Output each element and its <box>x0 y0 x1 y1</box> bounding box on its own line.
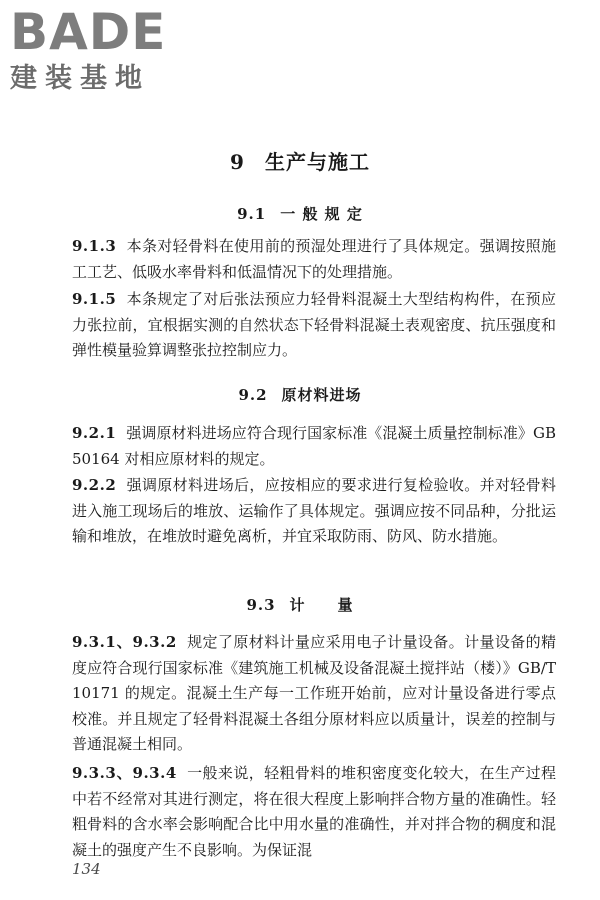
chapter-number: 9 <box>230 150 245 174</box>
clause-number: 9.1.5 <box>72 290 117 308</box>
clause-paragraph <box>72 287 556 364</box>
section-number: 9.1 <box>237 205 267 223</box>
clause-number: 9.1.3 <box>72 237 117 255</box>
section-title: 计 量 <box>289 596 354 614</box>
clause-paragraph <box>72 234 556 285</box>
clause-paragraph <box>72 421 556 472</box>
clause-number: 9.3.1、9.3.2 <box>72 633 177 651</box>
chapter-heading <box>0 146 600 175</box>
section-title: 原材料进场 <box>281 386 362 404</box>
clause-number: 9.3.3、9.3.4 <box>72 764 177 782</box>
bade-logo <box>10 3 167 94</box>
clause-text: 本条对轻骨料在使用前的预湿处理进行了具体规定。强调按照施工工艺、低吸水率骨料和低温情况下的处理措施。 <box>72 237 556 281</box>
clause-text: 本条规定了对后张法预应力轻骨料混凝土大型结构构件，在预应力张拉前，宜根据实测的自然状态下轻骨料混凝土表观密度、抗压强度和弹性模量验算调整张拉控制应力。 <box>72 290 556 359</box>
clause-number: 9.2.2 <box>72 476 117 494</box>
section-number: 9.3 <box>246 596 276 614</box>
clause-paragraph <box>72 630 556 758</box>
section-number: 9.2 <box>238 386 268 404</box>
clause-text: 强调原材料进场应符合现行国家标准《混凝土质量控制标准》GB 50164 对相应原材料的规定。 <box>72 424 556 468</box>
logo-wordmark: BADE <box>10 3 167 61</box>
clause-text: 强调原材料进场后，应按相应的要求进行复检验收。并对轻骨料进入施工现场后的堆放、运输作了具体规定。强调应按不同品种，分批运输和堆放，在堆放时避免离析，并宜采取防雨、防风、防水措施。 <box>72 476 556 545</box>
page-number: 134 <box>72 860 101 878</box>
chapter-title: 生产与施工 <box>264 150 370 174</box>
clause-number: 9.2.1 <box>72 424 117 442</box>
clause-paragraph <box>72 473 556 550</box>
clause-paragraph <box>72 761 556 863</box>
section-heading <box>0 594 600 615</box>
logo-subtitle: 建装基地 <box>10 63 150 94</box>
clause-text: 一般来说，轻粗骨料的堆积密度变化较大，在生产过程中若不经常对其进行测定，将在很大程度上影响拌合物方量的准确性。轻粗骨料的含水率会影响配合比中用水量的准确性，并对拌合物的稠度和混凝土的强度产生不良影响。为保证混 <box>72 764 556 859</box>
clause-text: 规定了原材料计量应采用电子计量设备。计量设备的精度应符合现行国家标准《建筑施工机械及设备混凝土搅拌站（楼）》GB/T 10171 的规定。混凝土生产每一工作班开始前，应对计量设备进行零点校准。并且规定了轻骨料混凝土各组分原材料应以质量计，误差的控制与普通混凝土相同。 <box>72 633 556 753</box>
section-heading <box>0 384 600 405</box>
section-heading <box>0 203 600 224</box>
section-title: 一 般 规 定 <box>280 205 363 223</box>
